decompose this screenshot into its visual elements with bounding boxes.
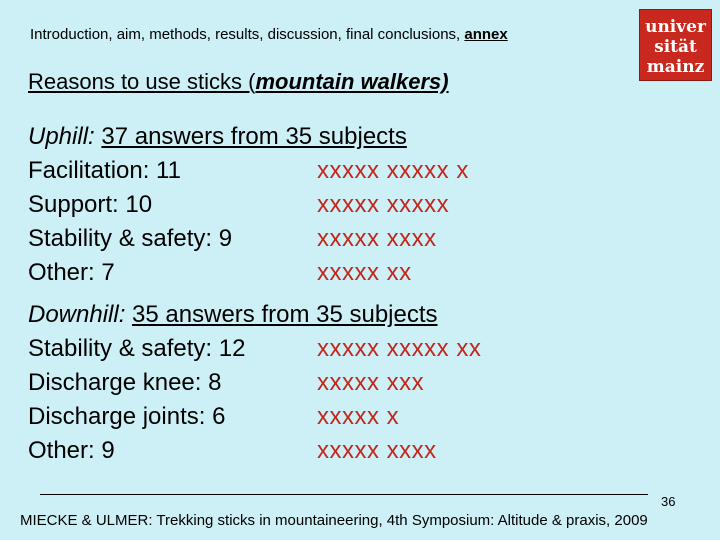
downhill-row-tally: xxxxx xxx bbox=[317, 369, 425, 396]
downhill-section bbox=[28, 298, 481, 468]
downhill-row-label: Other: 9 bbox=[28, 437, 115, 464]
uphill-row-tally: xxxxx xxxxx x bbox=[317, 157, 469, 184]
university-logo-text bbox=[641, 12, 710, 78]
nav-sections: Introduction, aim, methods, results, discussion, final conclusions, bbox=[30, 26, 461, 43]
uphill-row-label: Other: 7 bbox=[28, 259, 115, 286]
slide-title-prefix: Reasons to use sticks ( bbox=[28, 69, 256, 94]
uphill-row-label: Stability & safety: 9 bbox=[28, 225, 233, 252]
uphill-row bbox=[28, 222, 469, 256]
downhill-row-label: Discharge joints: 6 bbox=[28, 403, 226, 430]
university-logo bbox=[639, 9, 712, 81]
downhill-row-label: Stability & safety: 12 bbox=[28, 335, 246, 362]
uphill-row bbox=[28, 256, 469, 290]
downhill-row bbox=[28, 366, 481, 400]
downhill-row-tally: xxxxx xxxxx xx bbox=[317, 335, 482, 362]
uphill-row-tally: xxxxx xxxx bbox=[317, 225, 437, 252]
logo-line-3: mainz bbox=[646, 57, 705, 77]
section-navigation bbox=[30, 26, 508, 43]
downhill-row bbox=[28, 400, 481, 434]
uphill-row-label: Support: 10 bbox=[28, 191, 153, 218]
downhill-row-tally: xxxxx xxxx bbox=[317, 437, 437, 464]
downhill-row bbox=[28, 332, 481, 366]
slide-title bbox=[28, 69, 449, 95]
uphill-row-label: Facilitation: 11 bbox=[28, 157, 181, 184]
logo-line-1: univer bbox=[645, 17, 706, 37]
footer-citation: MIECKE & ULMER: Trekking sticks in mountaineering, 4th Symposium: Altitude & praxis, 2009 bbox=[20, 512, 648, 529]
downhill-summary: 35 answers from 35 subjects bbox=[132, 301, 438, 328]
nav-current-section[interactable]: annex bbox=[464, 26, 508, 43]
uphill-summary: 37 answers from 35 subjects bbox=[101, 123, 407, 150]
downhill-heading bbox=[28, 298, 481, 332]
uphill-row bbox=[28, 188, 469, 222]
uphill-row-tally: xxxxx xxxxx bbox=[317, 191, 450, 218]
uphill-label: Uphill: bbox=[28, 123, 95, 150]
downhill-label: Downhill: bbox=[28, 301, 126, 328]
downhill-row-label: Discharge knee: 8 bbox=[28, 369, 222, 396]
uphill-heading bbox=[28, 120, 469, 154]
uphill-row bbox=[28, 154, 469, 188]
footer-divider bbox=[40, 494, 648, 495]
page-number: 36 bbox=[661, 494, 676, 509]
uphill-row-tally: xxxxx xx bbox=[317, 259, 412, 286]
downhill-row-tally: xxxxx x bbox=[317, 403, 400, 430]
logo-line-2: sität bbox=[654, 37, 697, 57]
downhill-row bbox=[28, 434, 481, 468]
slide-title-emphasis: mountain walkers) bbox=[255, 69, 449, 94]
uphill-section bbox=[28, 120, 469, 290]
